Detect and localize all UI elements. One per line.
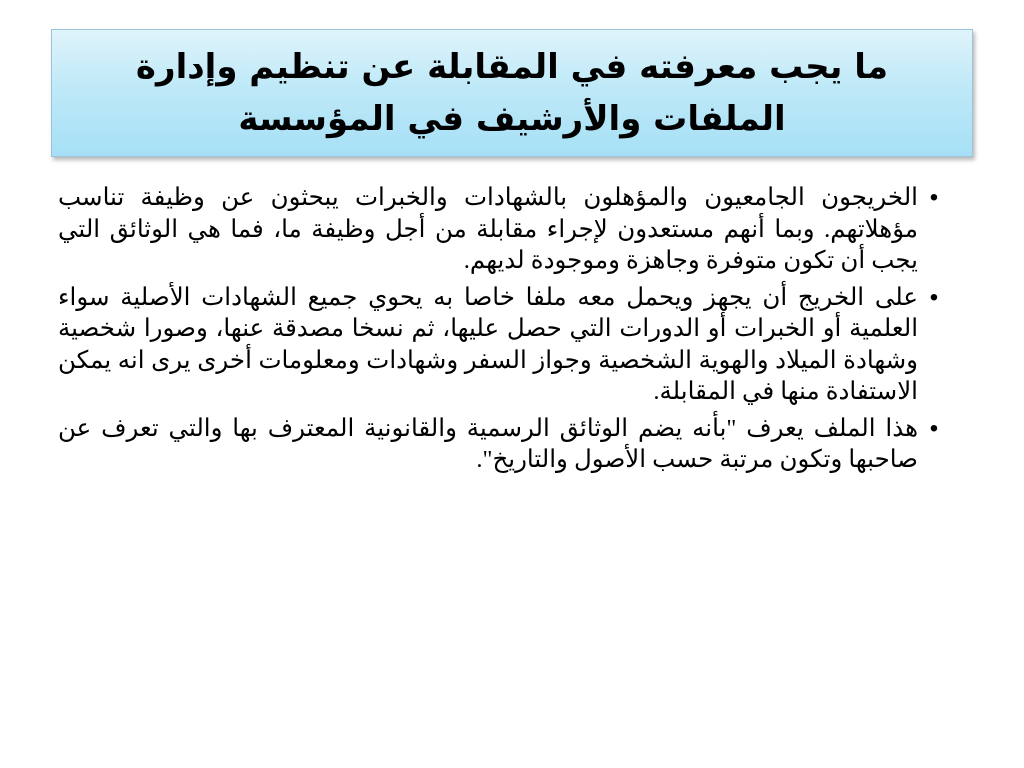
- bullet-icon: •: [929, 184, 939, 211]
- bullet-item: [58, 182, 944, 277]
- bullet-item: [58, 282, 944, 408]
- bullet-icon: •: [929, 283, 939, 311]
- bullet-item: [58, 413, 944, 476]
- bullet-text: الخريجون الجامعيون والمؤهلون بالشهادات والخبرات يبحثون عن وظيفة تناسب مؤهلاتهم. وبما أنهم مستعدون لإجراء مقابلة من أجل وظيفة ما، فما هي الوثائق التي يجب أن تكون متوفرة وجاهزة وموجودة لديهم.: [58, 184, 918, 274]
- slide-body: [58, 182, 944, 481]
- bullet-text: على الخريج أن يجهز ويحمل معه ملفا خاصا به يحوي جميع الشهادات الأصلية سواء العلمية أو الخبرات أو الدورات التي حصل عليها، ثم نسخا مصدقة عنها، وصورا شخصية وشهادة الميلاد والهوية الشخصية وجواز السفر وشهادات ومعلومات أخرى يرى انه يمكن الاستفادة منها في المقابلة.: [58, 283, 918, 405]
- title-box: [51, 29, 973, 157]
- bullet-list: [58, 182, 944, 476]
- slide-title: ما يجب معرفته في المقابلة عن تنظيم وإدارة الملفات والأرشيف في المؤسسة: [135, 47, 889, 139]
- bullet-text: هذا الملف يعرف "بأنه يضم الوثائق الرسمية والقانونية المعترف بها والتي تعرف عن صاحبها وتكون مرتبة حسب الأصول والتاريخ".: [58, 414, 918, 473]
- bullet-icon: •: [929, 414, 939, 442]
